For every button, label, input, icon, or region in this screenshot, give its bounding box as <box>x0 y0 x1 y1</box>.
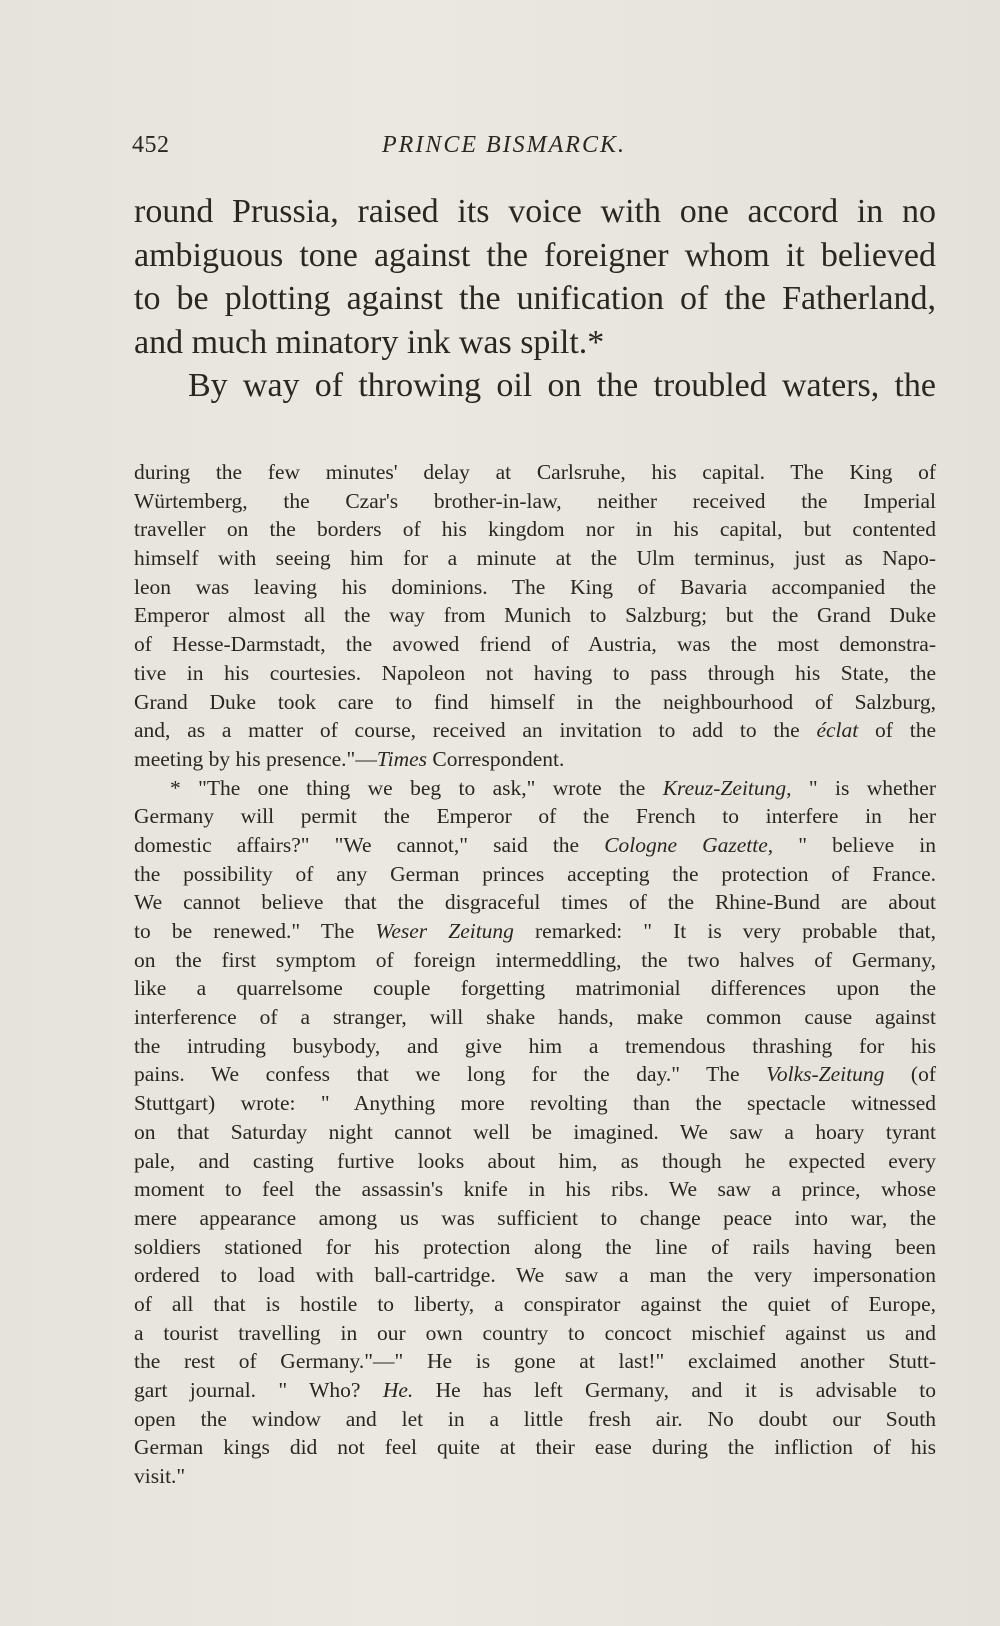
footnote-line: interference of a stranger, will shake hands, make common cause against <box>134 1005 936 1030</box>
running-title: PRINCE BISMARCK. <box>382 132 626 158</box>
footnote-line: mere appearance among us was sufficient to change peace into war, the <box>134 1205 936 1230</box>
page-header <box>132 128 672 164</box>
body-text <box>134 190 936 408</box>
footnote-line: the intruding busybody, and give him a tremendous thrashing for his <box>134 1033 936 1058</box>
body-line: to be plotting against the unification of the Fatherland, <box>134 280 936 317</box>
footnote-line: a tourist travelling in our own country to concoct mischief against us and <box>134 1320 936 1345</box>
footnote-line: leon was leaving his dominions. The King of Bavaria accompanied the <box>134 574 936 599</box>
text-run: pains. We confess that we long for the day." The <box>134 1062 767 1087</box>
footnote-star <box>134 774 936 1491</box>
italic-title: Volks-Zeitung <box>766 1062 885 1087</box>
italic-title: Weser Zeitung <box>375 919 514 943</box>
footnote-line: pale, and casting furtive looks about him, as though he expected every <box>134 1148 936 1173</box>
footnote-line <box>134 831 936 860</box>
text-run: " believe in <box>773 832 936 857</box>
footnote-line: traveller on the borders of his kingdom nor in his capital, but contented <box>134 517 936 542</box>
footnote-line <box>134 716 936 745</box>
footnote-line <box>134 1060 936 1089</box>
footnote-line <box>134 745 936 774</box>
footnote-line: of Hesse-Darmstadt, the avowed friend of Austria, was the most demonstra- <box>134 632 936 657</box>
text-run: gart journal. " Who? <box>134 1378 383 1402</box>
body-line: ambiguous tone against the foreigner whom it believed <box>134 236 936 274</box>
page-number: 452 <box>132 132 170 158</box>
footnote-line <box>134 1376 936 1405</box>
footnote-line: the rest of Germany."—" He is gone at last!" exclaimed another Stutt- <box>134 1349 936 1374</box>
text-run: domestic affairs?" "We cannot," said the <box>134 832 605 857</box>
footnote-line: visit." <box>134 1464 186 1489</box>
footnote-line <box>134 917 936 946</box>
footnote-line: moment to feel the assassin's knife in his ribs. We saw a prince, whose <box>134 1177 936 1202</box>
italic-title: He. <box>382 1378 414 1402</box>
footnote-line: Emperor almost all the way from Munich to Salzburg; but the Grand Duke <box>134 603 936 628</box>
body-line: and much minatory ink was spilt.* <box>134 323 605 361</box>
footnote-line: on the first symptom of foreign intermeddling, the two halves of Germany, <box>134 947 936 972</box>
text-run: meeting by his presence."— <box>134 746 377 771</box>
footnote-line: Würtemberg, the Czar's brother-in-law, neither received the Imperial <box>134 488 936 513</box>
footnote-line: during the few minutes' delay at Carlsruhe, his capital. The King of <box>134 460 936 484</box>
footnote-line: open the window and let in a little fresh air. No doubt our South <box>134 1406 936 1431</box>
footnote-line: German kings did not feel quite at their ease during the infliction of his <box>134 1435 936 1460</box>
text-run: and, as a matter of course, received an invitation to add to the <box>134 718 817 743</box>
footnote-line: on that Saturday night cannot well be imagined. We saw a hoary tyrant <box>134 1119 936 1144</box>
footnote-line: of all that is hostile to liberty, a conspirator against the quiet of Europe, <box>134 1291 936 1316</box>
text-run: He has left Germany, and it is advisable to <box>413 1378 936 1402</box>
footnote-line: ordered to load with ball-cartridge. We saw a man the very impersonation <box>134 1263 936 1288</box>
footnotes <box>134 458 936 1491</box>
footnote-line: tive in his courtesies. Napoleon not having to pass through his State, the <box>134 660 936 685</box>
footnote-line: soldiers stationed for his protection along the line of rails having been <box>134 1234 936 1259</box>
footnote-continued <box>134 458 936 774</box>
footnote-line: Stuttgart) wrote: " Anything more revolting than the spectacle witnessed <box>134 1091 936 1116</box>
italic-title: Kreuz-Zeitung, <box>662 775 792 800</box>
body-line: By way of throwing oil on the troubled waters, the <box>188 367 936 404</box>
footnote-line: Germany will permit the Emperor of the French to interfere in her <box>134 804 936 829</box>
text-run: remarked: " It is very probable that, <box>513 919 936 943</box>
footnote-line: Grand Duke took care to find himself in the neighbourhood of Salzburg, <box>134 689 936 714</box>
footnote-line: himself with seeing him for a minute at the Ulm terminus, just as Napo- <box>134 546 936 571</box>
text-run: " is whether <box>791 775 936 800</box>
italic-title: Cologne Gazette, <box>604 832 774 857</box>
text-run: (of <box>884 1062 936 1087</box>
footnote-line: the possibility of any German princes accepting the protection of France. <box>134 861 936 886</box>
footnote-line <box>134 774 936 803</box>
body-line: round Prussia, raised its voice with one accord in no <box>134 193 936 230</box>
italic-title: éclat <box>816 718 859 743</box>
italic-title: Times <box>376 746 428 771</box>
text-run: to be renewed." The <box>134 919 376 943</box>
text-run: Correspondent. <box>427 746 565 771</box>
text-run: of the <box>858 718 936 743</box>
footnote-line: like a quarrelsome couple forgetting matrimonial differences upon the <box>134 976 936 1001</box>
text-run: * "The one thing we beg to ask," wrote the <box>170 775 663 800</box>
footnote-line: We cannot believe that the disgraceful times of the Rhine-Bund are about <box>134 890 936 915</box>
